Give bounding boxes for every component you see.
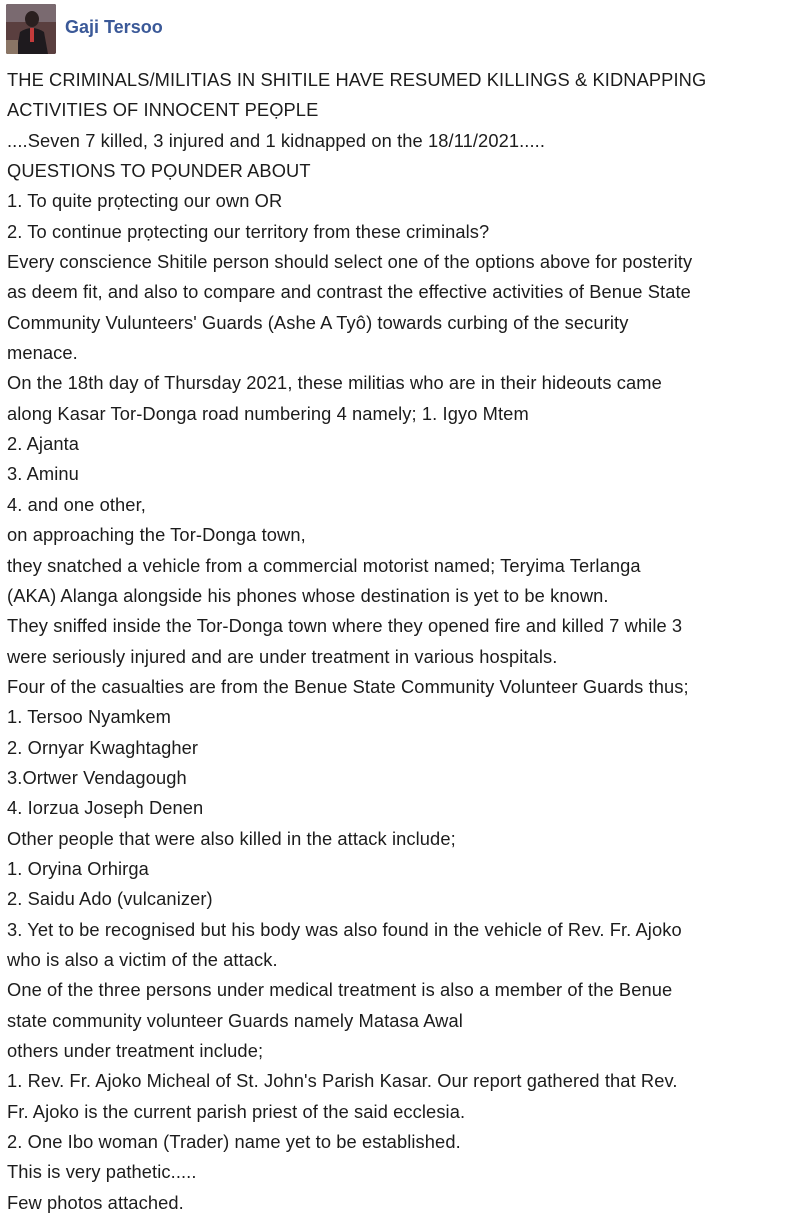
- post-text-line: 1. Rev. Fr. Ajoko Micheal of St. John's Parish Kasar. Our report gathered that Rev.: [7, 1070, 678, 1092]
- post-text-line: as deem fit, and also to compare and contrast the effective activities of Benue State: [7, 281, 691, 303]
- post-text-line: ACTIVITIES OF INNOCENT PEỌPLE: [7, 99, 319, 121]
- post-text-line: 2. Ornyar Kwaghtagher: [7, 736, 199, 758]
- post-text-line: state community volunteer Guards namely Matasa Awal: [7, 1009, 463, 1031]
- post-text-line: One of the three persons under medical treatment is also a member of the Benue: [7, 979, 673, 1001]
- post-text-line: ....Seven 7 killed, 3 injured and 1 kidnapped on the 18/11/2021.....: [7, 129, 546, 151]
- post-text-line: 2. One Ibo woman (Trader) name yet to be established.: [7, 1131, 461, 1153]
- post-text-line: This is very pathetic.....: [7, 1161, 197, 1183]
- post-text-line: on approaching the Tor-Donga town,: [7, 524, 306, 546]
- post-text-line: 4. Iorzua Joseph Denen: [7, 797, 204, 819]
- post-text-line: Fr. Ajoko is the current parish priest of the said ecclesia.: [7, 1100, 466, 1122]
- post-header: [6, 3, 163, 55]
- post-text-line: THE CRIMINALS/MILITIAS IN SHITILE HAVE RESUMED KILLINGS & KIDNAPPING: [7, 69, 707, 90]
- profile-photo: [6, 4, 56, 54]
- post-text-line: they snatched a vehicle from a commercial motorist named; Teryima Terlanga: [7, 554, 641, 576]
- post-text-line: menace.: [7, 342, 78, 364]
- post-text-line: Every conscience Shitile person should select one of the options above for posterity: [7, 251, 693, 273]
- post-text-line: QUESTIONS TO PỌUNDER ABOUT: [7, 160, 311, 182]
- post-text-line: (AKA) Alanga alongside his phones whose destination is yet to be known.: [7, 584, 609, 606]
- post-text-line: They sniffed inside the Tor-Donga town where they opened fire and killed 7 while 3: [7, 615, 683, 637]
- post-text-line: Other people that were also killed in the attack include;: [7, 827, 456, 849]
- post-text-line: 4. and one other,: [7, 493, 146, 515]
- post-text-line: Community Vulunteers' Guards (Ashe A Tyô) towards curbing of the security: [7, 311, 629, 333]
- post-text-line: 2. To continue prọtecting our territory from these criminals?: [7, 220, 490, 242]
- post-text-line: 3.Ortwer Vendagough: [7, 766, 187, 788]
- post-text: [7, 65, 787, 1218]
- post-text-line: 1. To quite prọtecting our own OR: [7, 190, 283, 212]
- post-text-line: along Kasar Tor-Donga road numbering 4 namely; 1. Igyo Mtem: [7, 402, 529, 424]
- post-text-line: 1. Tersoo Nyamkem: [7, 706, 171, 728]
- post-text-line: 2. Ajanta: [7, 433, 80, 455]
- post-text-line: 3. Yet to be recognised but his body was also found in the vehicle of Rev. Fr. Ajoko: [7, 918, 682, 940]
- post-text-line: 1. Oryina Orhirga: [7, 857, 149, 879]
- post-text-line: were seriously injured and are under treatment in various hospitals.: [7, 645, 558, 667]
- post-text-line: Four of the casualties are from the Benue State Community Volunteer Guards thus;: [7, 675, 689, 697]
- post-text-line: 2. Saidu Ado (vulcanizer): [7, 888, 213, 910]
- post-text-line: Few photos attached.: [7, 1191, 184, 1213]
- avatar[interactable]: [6, 4, 56, 54]
- post-text-line: others under treatment include;: [7, 1040, 264, 1061]
- post-text-line: who is also a victim of the attack.: [7, 948, 278, 970]
- post-text-line: On the 18th day of Thursday 2021, these militias who are in their hideouts came: [7, 372, 662, 394]
- author-name-link[interactable]: Gaji Tersoo: [65, 17, 163, 37]
- post-text-line: 3. Aminu: [7, 463, 79, 485]
